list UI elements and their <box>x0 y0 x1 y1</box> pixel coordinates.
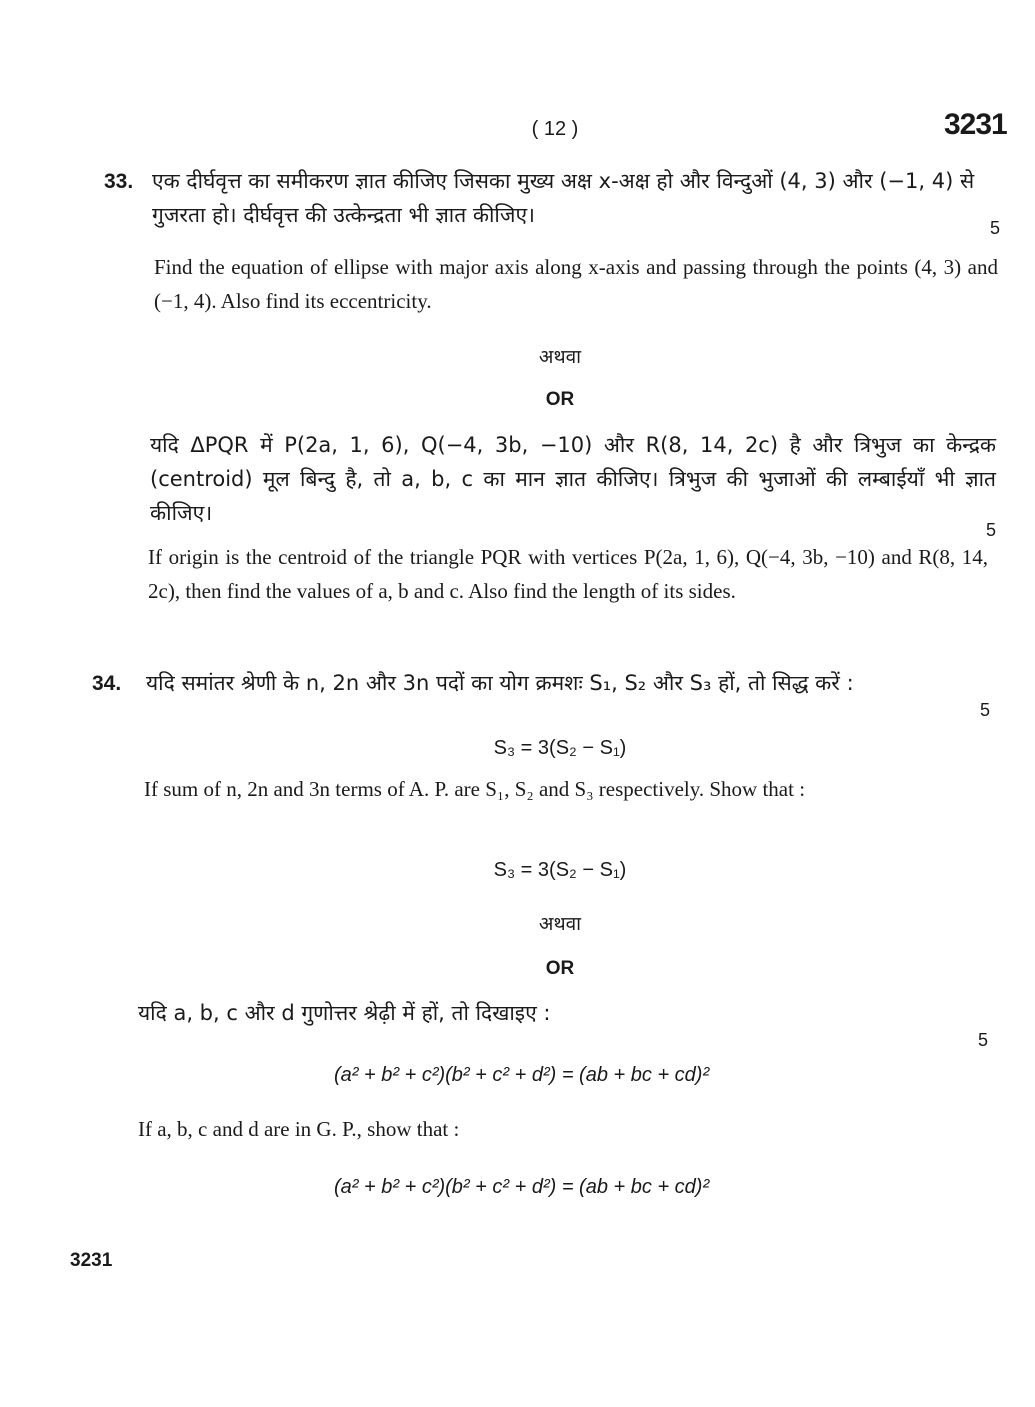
page-number: ( 12 ) <box>531 118 579 140</box>
question-33-hindi: एक दीर्घवृत्त का समीकरण ज्ञात कीजिए जिसका मुख्य अक्ष x-अक्ष हो और विन्दुओं (4, 3) और (−1, 4) से गुजरता हो। दीर्घवृत्त की उत्केन्द्रता भी ज्ञात कीजिए। <box>152 169 975 227</box>
or-hindi-34: अथवा <box>538 913 582 935</box>
question-33-english: Find the equation of ellipse with major axis along x-axis and passing through the points (4, 3) and (−1, 4). Also find its eccentricity. <box>154 255 998 313</box>
question-34-alt-formula-english: (a² + b² + c²)(b² + c² + d²) = (ab + bc + cd)² <box>334 1176 710 1198</box>
or-hindi-33: अथवा <box>538 346 582 368</box>
or-english-34: OR <box>545 958 575 979</box>
question-34-hindi: यदि समांतर श्रेणी के n, 2n और 3n पदों का योग क्रमशः S₁, S₂ और S₃ हों, तो सिद्ध करें : <box>146 671 854 695</box>
question-34-english: If sum of n, 2n and 3n terms of A. P. are S₁, S₂ and S₃ respectively. Show that : <box>144 777 806 801</box>
question-33-alt-english: If origin is the centroid of the triangle PQR with vertices P(2a, 1, 6), Q(−4, 3b, −10) and R(8, 14, 2c), then find the values of a, b and c. Also find the length of its sides. <box>148 545 988 603</box>
question-34-number: 34. <box>92 672 122 695</box>
question-34-formula-hindi: S₃ = 3(S₂ − S₁) <box>493 737 627 759</box>
question-33-alt-hindi: यदि ΔPQR में P(2a, 1, 6), Q(−4, 3b, −10) और R(8, 14, 2c) है और त्रिभुज का केन्द्रक (centroid) मूल बिन्दु है, तो a, b, c का मान ज्ञात कीजिए। त्रिभुज की भुजाओं की लम्बाईयाँ भी ज्ञात कीजिए। <box>150 433 996 525</box>
question-33-marks: 5 <box>990 218 1001 238</box>
question-34-marks: 5 <box>980 700 991 720</box>
question-33-number: 33. <box>104 170 134 193</box>
paper-code-bottom: 3231 <box>70 1250 113 1271</box>
question-34-alt-formula-hindi: (a² + b² + c²)(b² + c² + d²) = (ab + bc + cd)² <box>334 1064 710 1086</box>
paper-code-top: 3231 <box>944 108 1007 141</box>
question-34-alt-hindi: यदि a, b, c और d गुणोत्तर श्रेढ़ी में हों, तो दिखाइए : <box>138 1001 551 1025</box>
question-34-formula-english: S₃ = 3(S₂ − S₁) <box>493 859 627 881</box>
question-33-alt-marks: 5 <box>986 520 997 540</box>
question-34-alt-marks: 5 <box>978 1030 989 1050</box>
question-34-alt-english: If a, b, c and d are in G. P., show that : <box>138 1117 460 1141</box>
or-english-33: OR <box>545 389 575 410</box>
